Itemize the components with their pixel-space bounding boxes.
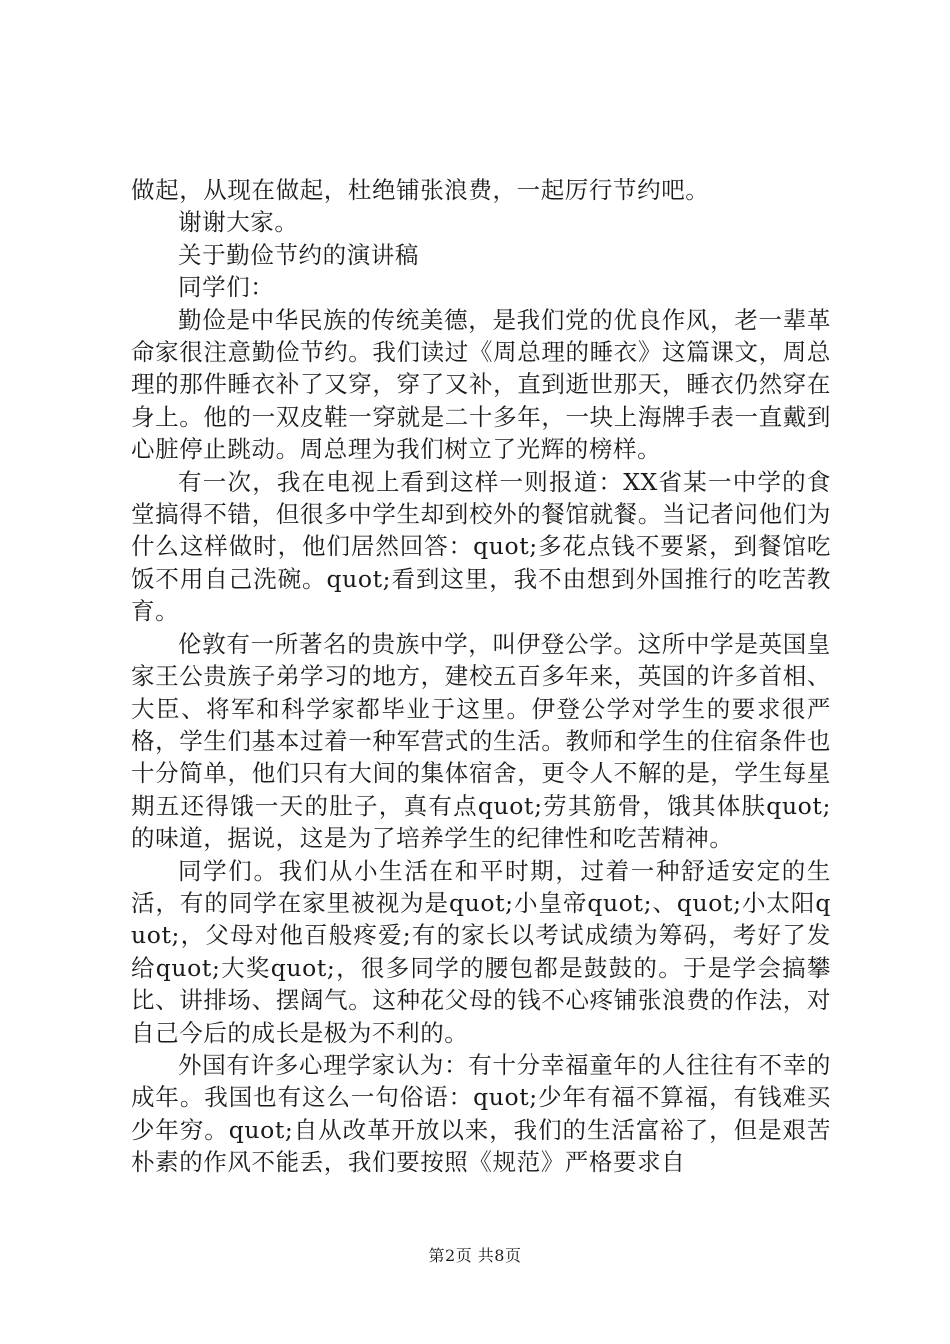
paragraph-1: 勤俭是中华民族的传统美德，是我们党的优良作风，老一辈革命家很注意勤俭节约。我们读过《周总理的睡衣》这篇课文，周总理的那件睡衣补了又穿，穿了又补，直到逝世那天，睡衣仍然穿在身上。他的一双皮鞋一穿就是二十多年，一块上海牌手表一直戴到心脏停止跳动。周总理为我们树立了光辉的榜样。: [131, 305, 831, 464]
paragraph-thanks: 谢谢大家。: [178, 208, 299, 237]
paragraph-3: 伦敦有一所著名的贵族中学，叫伊登公学。这所中学是英国皇家王公贵族子弟学习的地方，建校五百多年来，英国的许多首相、大臣、将军和科学家都毕业于这里。伊登公学对学生的要求很严格，学生们基本过着一种军营式的生活。教师和学生的住宿条件也十分简单，他们只有大间的集体宿舍，更令人不解的是，学生每星期五还得饿一天的肚子，真有点quot;劳其筋骨，饿其体肤quot;的味道，据说，这是为了培养学生的纪律性和吃苦精神。: [131, 629, 831, 853]
page-number-footer: 第2页 共8页: [428, 1246, 522, 1265]
document-body: [131, 174, 831, 1179]
paragraph-5: 外国有许多心理学家认为：有十分幸福童年的人往往有不幸的成年。我国也有这么一句俗语：quot;少年有福不算福，有钱难买少年穷。quot;自从改革开放以来，我们的生活富裕了，但是艰苦朴素的作风不能丢，我们要按照《规范》严格要求自: [131, 1050, 831, 1177]
speech-title: 关于勤俭节约的演讲稿: [178, 240, 419, 269]
paragraph-2: 有一次，我在电视上看到这样一则报道：XX省某一中学的食堂搞得不错，但很多中学生却到校外的餐馆就餐。当记者问他们为什么这样做时，他们居然回答：quot;多花点钱不要紧，到餐馆吃饭不用自己洗碗。quot;看到这里，我不由想到外国推行的吃苦教育。: [131, 467, 831, 626]
salutation: 同学们：: [178, 273, 275, 302]
paragraph-4: 同学们。我们从小生活在和平时期，过着一种舒适安定的生活，有的同学在家里被视为是quot;小皇帝quot;、quot;小太阳quot;，父母对他百般疼爱;有的家长以考试成绩为筹码，考好了发给quot;大奖quot;，很多同学的腰包都是鼓鼓的。于是学会搞攀比、讲排场、摆阔气。这种花父母的钱不心疼铺张浪费的作法，对自己今后的成长是极为不利的。: [131, 856, 831, 1047]
paragraph-continuation: 做起，从现在做起，杜绝铺张浪费，一起厉行节约吧。: [131, 176, 710, 204]
